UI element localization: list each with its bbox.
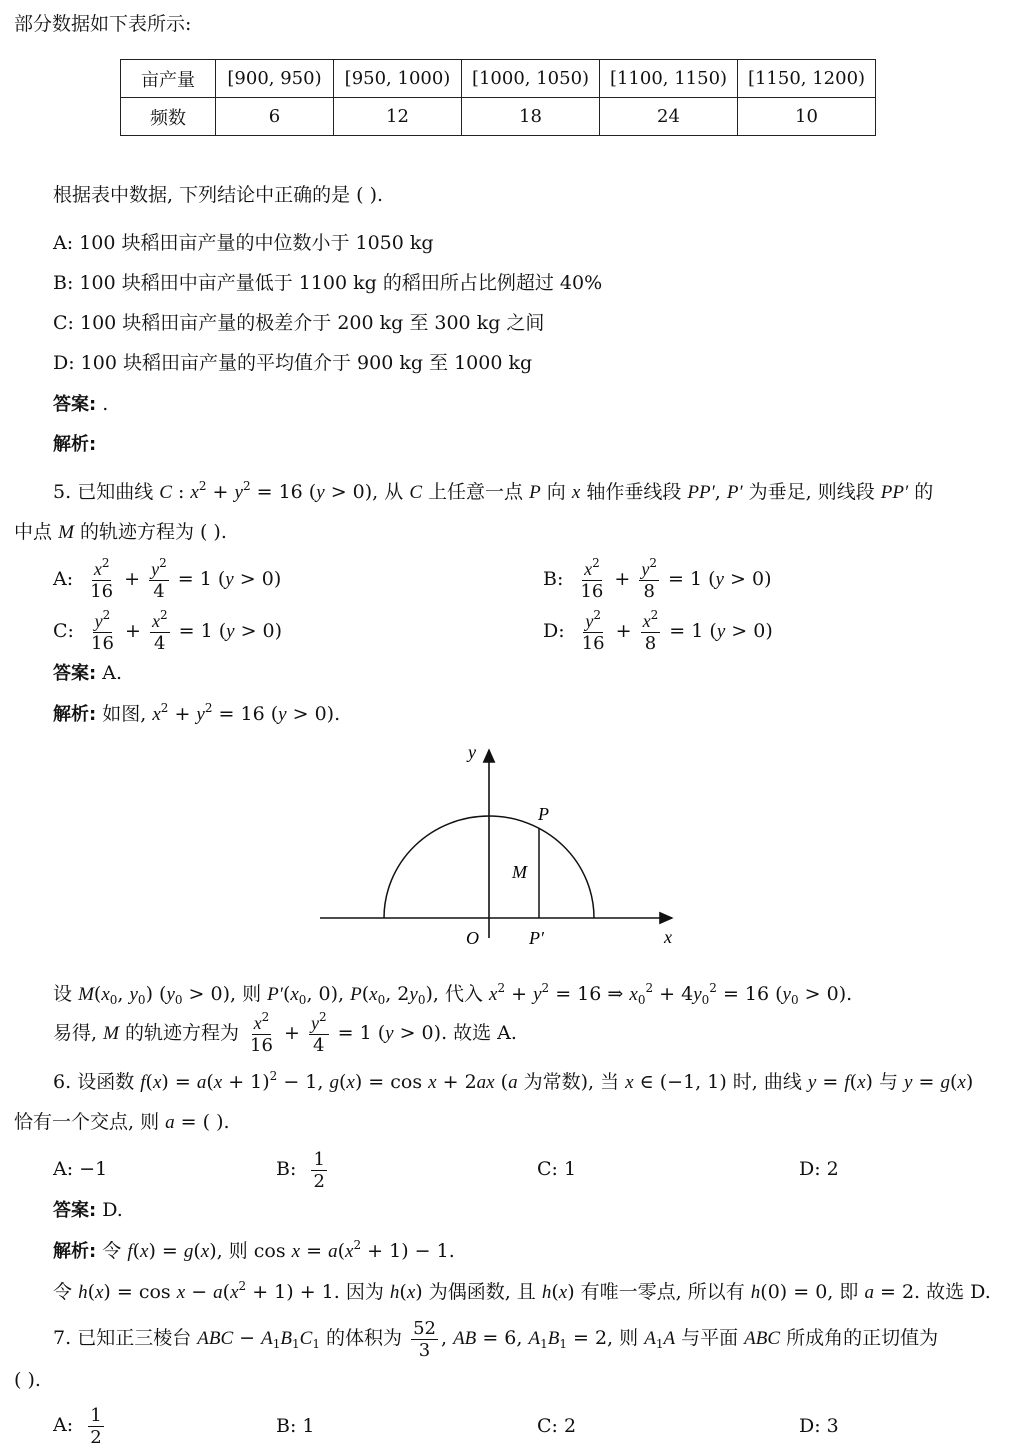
q5-analysis: 解析: 如图, $x^2 + y^2 = 16$ (y > 0). [53, 701, 341, 725]
table-cell: 10 [738, 98, 876, 136]
label-y: y [468, 742, 476, 762]
semicircle-figure [310, 738, 690, 958]
q7-stem-line1: 7. 已知正三棱台 ABC − $A_1B_1C_1$ 的体积为 $\frac{52}{3}$ , AB = 6, $A_1B_1 = 2$, 则 $A_1A$ 与平面 ABC 所成角的正切值为 [53, 1317, 939, 1361]
q4-option-d: D: 100 块稻田亩产量的平均值介于 900 kg 至 1000 kg [53, 352, 533, 374]
q5-solution-line2: 易得, M 的轨迹方程为 $\frac{x^2}{16}$ + $\frac{y^2}{4}$ = 1 (y > 0). 故选 A. [53, 1009, 517, 1056]
table-cell: [1100, 1150) [600, 60, 738, 98]
label-origin: O [466, 928, 479, 948]
q6-answer [53, 1198, 123, 1223]
q5-option-c: C: $\frac{y^2}{16}$ + $\frac{x^2}{4}$ = 1 (y > 0) [53, 607, 283, 654]
table-cell: 12 [334, 98, 462, 136]
answer-label: 答案: [53, 394, 97, 415]
label-x: x [664, 927, 672, 947]
q7-option-c: C: 2 [537, 1415, 577, 1437]
answer-label: 答案: [53, 1200, 97, 1221]
table-cell: 18 [462, 98, 600, 136]
label-p-prime: P′ [529, 928, 544, 948]
q5-option-a: A: $\frac{x^2}{16}$ + $\frac{y^2}{4}$ = 1 (y > 0) [53, 555, 282, 602]
q5-option-b: B: $\frac{x^2}{16}$ + $\frac{y^2}{8}$ = 1 (y > 0) [543, 555, 772, 602]
q4-option-c: C: 100 块稻田亩产量的极差介于 200 kg 至 300 kg 之间 [53, 312, 545, 334]
q6-stem-line2: 恰有一个交点, 则 a = ( ). [14, 1111, 230, 1133]
answer-value: . [102, 393, 109, 415]
analysis-label: 解析: [53, 434, 97, 455]
q6-option-c: C: 1 [537, 1158, 577, 1180]
q4-analysis [53, 432, 96, 457]
table-cell: 6 [216, 98, 334, 136]
q5-stem-line1: 5. 已知曲线 C : $x^2 + y^2 = 16$ (y > 0), 从 C 上任意一点 P 向 x 轴作垂线段 PP′, P′ 为垂足, 则线段 PP′ 的 [53, 479, 934, 503]
table-cell: [900, 950) [216, 60, 334, 98]
label-m: M [512, 862, 527, 882]
answer-label: 答案: [53, 663, 97, 684]
table-cell: [1150, 1200) [738, 60, 876, 98]
table-cell: 24 [600, 98, 738, 136]
analysis-label: 解析: [53, 704, 97, 725]
q4-option-b: B: 100 块稻田中亩产量低于 1100 kg 的稻田所占比例超过 40% [53, 272, 603, 294]
label-p: P [538, 804, 549, 824]
q7-option-a: A: $\frac{1}{2}$ [53, 1404, 102, 1448]
q6-option-b: B: $\frac{1}{2}$ [276, 1148, 325, 1192]
q7-option-d: D: 3 [799, 1415, 839, 1437]
q4-stem: 根据表中数据, 下列结论中正确的是 ( ). [53, 184, 384, 206]
table-header-cell: 频数 [121, 98, 216, 136]
analysis-label: 解析: [53, 1241, 97, 1262]
table-header-cell: 亩产量 [121, 60, 216, 98]
q6-option-a: A: −1 [53, 1158, 108, 1180]
table-cell: [1000, 1050) [462, 60, 600, 98]
table-row [121, 98, 876, 136]
q6-stem-line1: 6. 设函数 $f(x) = a(x + 1)^2 - 1$, g(x) = cos x + 2ax (a 为常数), 当 x ∈ (−1, 1) 时, 曲线 y = f(x) 与 y = g(x) [53, 1069, 974, 1093]
answer-value: A. [102, 662, 123, 684]
q6-analysis: 解析: 令 f(x) = g(x), 则 $\cos x = a(x^2 + 1) - 1$. [53, 1238, 455, 1262]
table-row [121, 60, 876, 98]
q5-solution-line1: 设 $M(x_0$, $y_0$) $(y_0 > 0)$, 则 $P'(x_0$, 0), $P(x_0$, $2y_0$), 代入 $x^2 + y^2 = 16$ ⇒ $x_0^2 + 4y_0^2 = 16$ $(y_0 > 0)$. [53, 981, 853, 1007]
q4-answer [53, 392, 108, 417]
intro-text: 部分数据如下表所示: [14, 13, 192, 35]
q5-stem-line2: 中点 M 的轨迹方程为 ( ). [14, 521, 227, 543]
table-cell: [950, 1000) [334, 60, 462, 98]
q5-answer [53, 661, 122, 686]
q7-stem-line2: ( ). [14, 1369, 41, 1391]
answer-value: D. [102, 1199, 123, 1221]
q4-option-a: A: 100 块稻田亩产量的中位数小于 1050 kg [53, 232, 434, 254]
q6-option-d: D: 2 [799, 1158, 839, 1180]
q7-option-b: B: 1 [276, 1415, 315, 1437]
q5-option-d: D: $\frac{y^2}{16}$ + $\frac{x^2}{8}$ = 1 (y > 0) [543, 607, 773, 654]
q6-solution: 令 $h(x) = \cos x - a(x^2 + 1) + 1$. 因为 h(x) 为偶函数, 且 h(x) 有唯一零点, 所以有 h(0) = 0, 即 a = 2. 故选 D. [53, 1279, 991, 1303]
frequency-table [120, 59, 876, 136]
